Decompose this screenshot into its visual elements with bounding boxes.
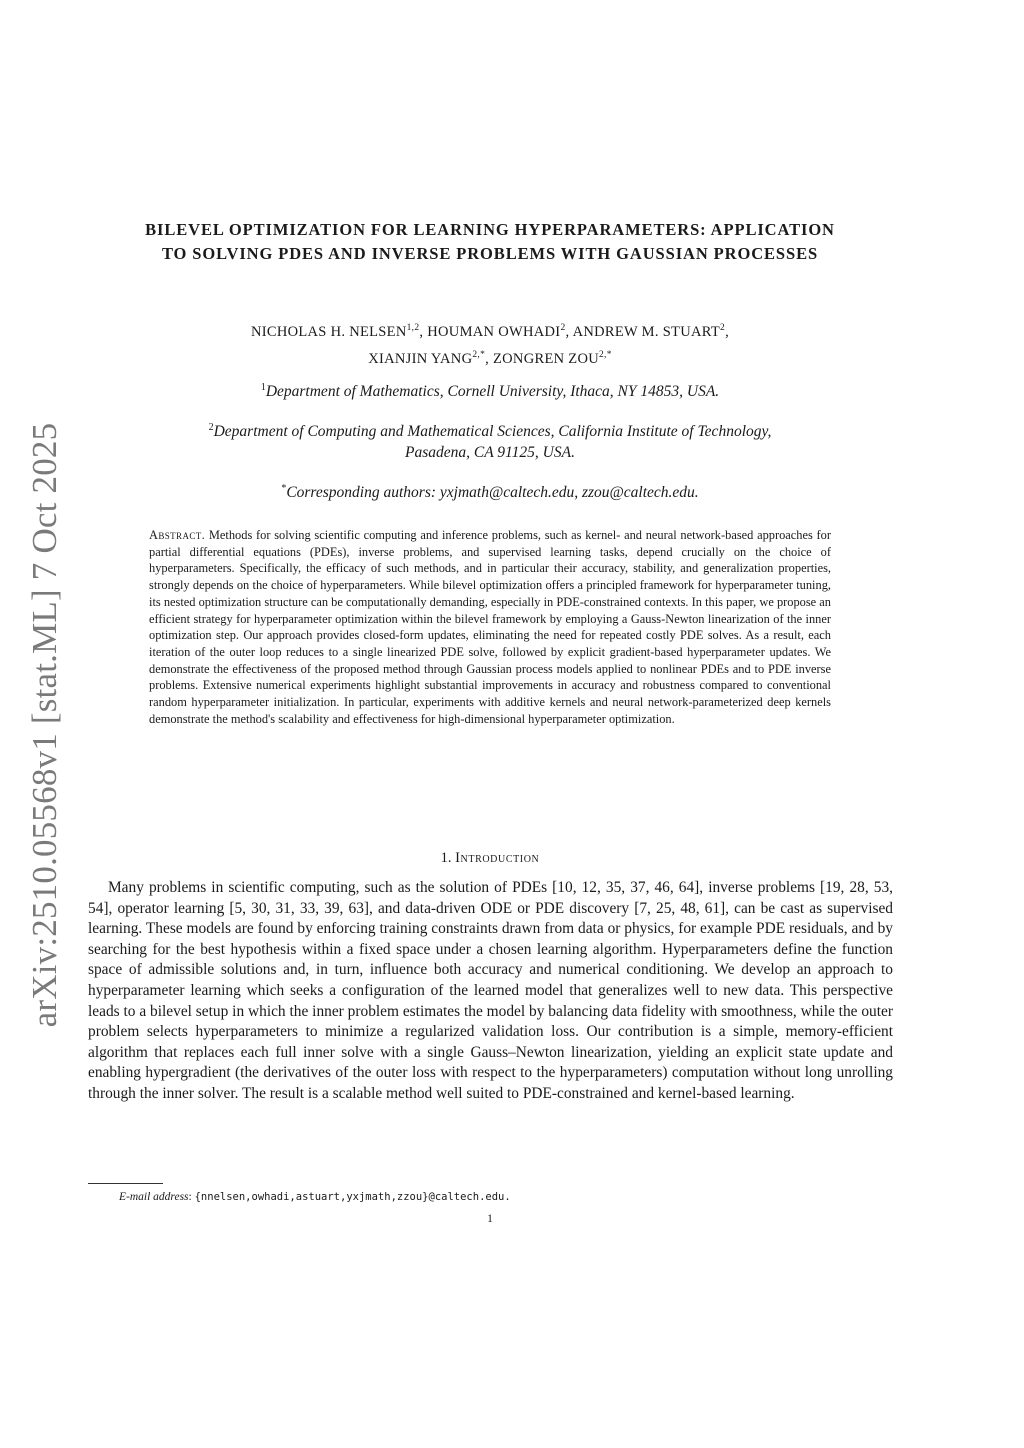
email-footnote: E-mail address: {nnelsen,owhadi,astuart,yxjmath,zzou}@caltech.edu. [119,1191,511,1203]
author-name: HOUMAN OWHADI [427,323,561,340]
email-addresses: {nnelsen,owhadi,astuart,yxjmath,zzou}@caltech.edu. [194,1191,511,1203]
author-name: ZONGREN ZOU [493,350,599,367]
abstract-label: Abstract. [149,528,206,542]
introduction-paragraph: Many problems in scientific computing, such as the solution of PDEs [10, 12, 35, 37, 46, 64], inverse problems [19, 28, 53, 54], operator learning [5, 30, 31, 33, 39, 63], and data-driven ODE or PDE discovery [7, 25, 48, 61], can be cast as supervised learning. These models are found by enforcing training constraints drawn from data or physics, for example PDE residuals, and by searching for the best hypothesis within a fixed space under a chosen learning algorithm. Hyperparameters define the function space of admissible solutions and, in turn, influence both accuracy and numerical conditioning. We develop an approach to hyperparameter learning which seeks a configuration of the learned model that generalizes well to new data. This perspective leads to a bilevel setup in which the inner problem estimates the model by balancing data fidelity with smoothness, while the outer problem selects hyperparameters to minimize a regularized validation loss. Our contribution is a simple, memory-efficient algorithm that replaces each full inner solve with a single Gauss–Newton linearization, yielding an explicit state update and enabling hypergradient (the derivatives of the outer loss with respect to the hyperparameters) computation without long unrolling through the inner solver. The result is a scalable method well suited to PDE-constrained and kernel-based learning. [88,879,893,1102]
author-name: ANDREW M. STUART [572,323,721,340]
page-number: 1 [487,1213,493,1225]
affiliation-2: $^2$Department of Computing and Mathematical Sciences, California Institute of Technology, Pasadena, CA 91125, USA. [208,422,772,462]
author-affiliation-mark: 2 [720,323,726,333]
corresponding-authors: *Corresponding authors: yxjmath@caltech.edu, zzou@caltech.edu. [281,483,699,502]
section-heading-introduction: 1. Introduction [440,850,540,866]
title-line-2: TO SOLVING PDES AND INVERSE PROBLEMS WITH GAUSSIAN PROCESSES [161,244,819,263]
author-line-1: NICHOLAS H. NELSEN$^{1,2}$, HOUMAN OWHADI$^2$, ANDREW M. STUART$^2$, [250,323,730,340]
abstract-text: Methods for solving scientific computing and inference problems, such as kernel- and neural network-based approaches for partial differential equations (PDEs), inverse problems, and supervised learning tasks, depend crucially on the choice of hyperparameters. Specifically, the efficacy of such methods, and in particular their accuracy, stability, and generalization properties, strongly depends on the choice of hyperparameters. While bilevel optimization offers a principled framework for hyperparameter tuning, its nested optimization structure can be computationally demanding, especially in PDE-constrained contexts. In this paper, we propose an efficient strategy for hyperparameter optimization within the bilevel framework by employing a Gauss-Newton linearization of the inner optimization step. Our approach provides closed-form updates, eliminating the need for repeated costly PDE solves. As a result, each iteration of the outer loop reduces to a single linearized PDE solve, followed by explicit gradient-based hyperparameter updates. We demonstrate the effectiveness of the proposed method through Gaussian process models applied to nonlinear PDEs and to PDE inverse problems. Extensive numerical experiments highlight substantial improvements in accuracy and robustness compared to conventional random hyperparameter initialization. In particular, experiments with additive kernels and neural network-parameterized deep kernels demonstrate the method's scalability and effectiveness for high-dimensional hyperparameter optimization. [149,528,831,726]
author-affiliation-mark: 1,2 [406,323,420,333]
author-list [80,317,900,371]
author-name: NICHOLAS H. NELSEN [250,323,407,340]
author-affiliation-mark: 2 [560,323,566,333]
author-affiliation-mark: 2,* [599,349,612,360]
author-affiliation-mark: 2,* [472,349,486,360]
title-line-1: BILEVEL OPTIMIZATION FOR LEARNING HYPERPARAMETERS: APPLICATION [145,220,835,239]
affiliation-1: $^1$Department of Mathematics, Cornell University, Ithaca, NY 14853, USA. [260,382,720,401]
abstract [149,527,831,727]
author-name: XIANJIN YANG [368,350,473,367]
footnote-divider [88,1183,163,1184]
author-line-2: XIANJIN $YANG^{2,*}$, ZONGREN $ZOU^{2,*}$ [368,349,612,367]
arxiv-identifier-stamp: arXiv:2510.05568v1 [stat.ML] 7 Oct 2025 [25,422,64,1028]
paper-title [80,218,900,266]
